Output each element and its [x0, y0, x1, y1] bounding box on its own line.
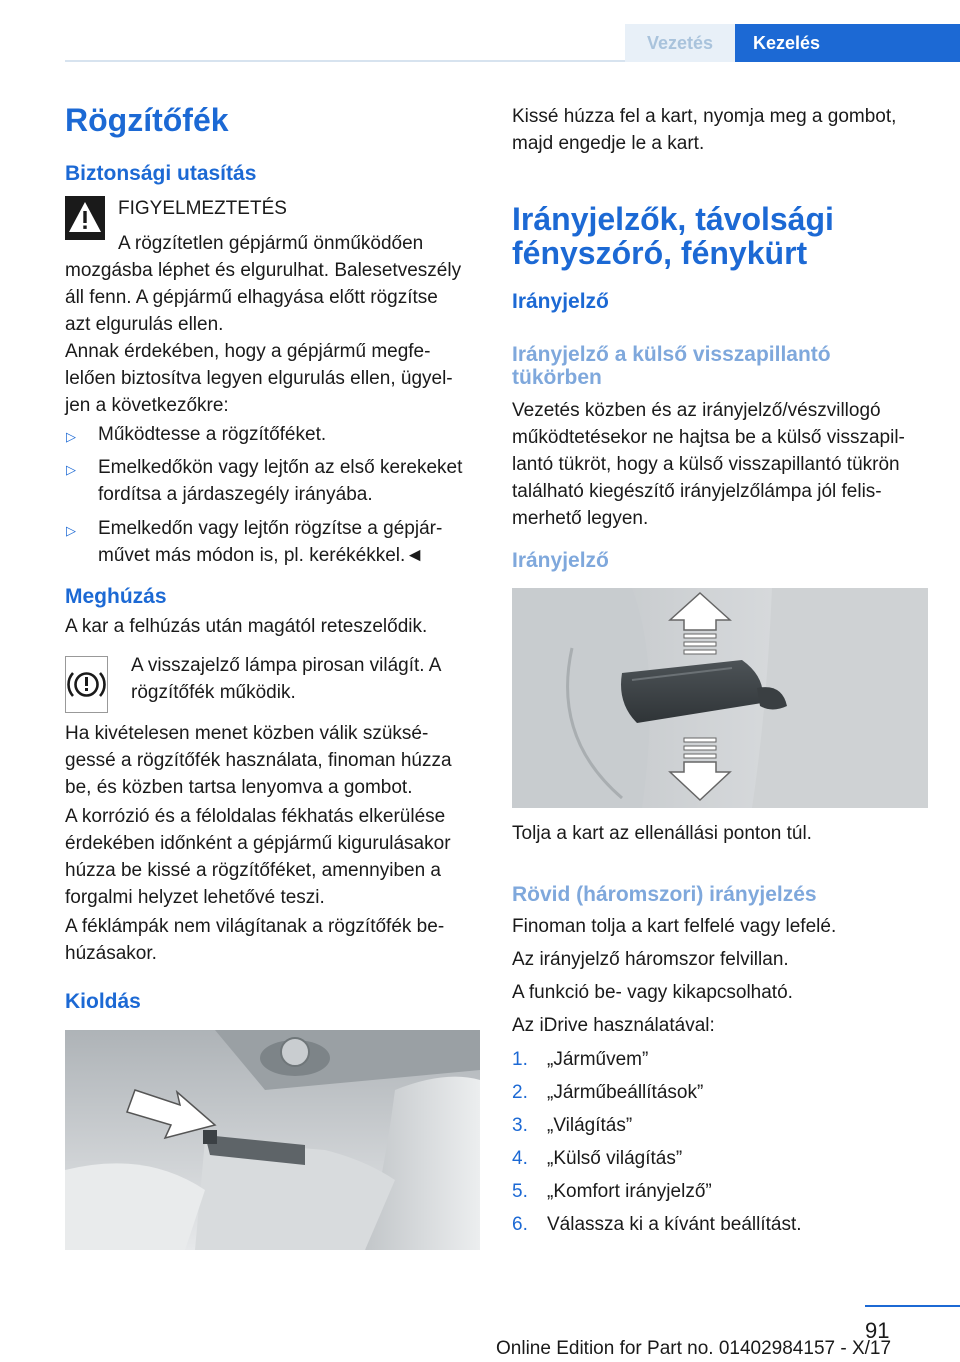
step-number: 3. [512, 1115, 528, 1136]
warning-label: FIGYELMEZTETÉS [118, 198, 287, 219]
bullet-item: Emelkedőkön vagy lejtőn az első kerekeket fordítsa a járdaszegély irányába. [98, 457, 463, 505]
warning-line: A rögzítetlen gépjármű önműködően [118, 233, 424, 254]
paragraph: Annak érdekében, hogy a gépjármű megfe‐ lelően biztosítva legyen elgurulás ellen, ügyel‐ jen a következőkre: [65, 341, 453, 416]
section-title-indicators: Irányjelzők, távolsági fényszóró, fénykürt [512, 201, 834, 271]
bullet-item: Emelkedőn vagy lejtőn rögzítse a gépjár‐ művet más módon is, pl. kerékékkel.◄ [98, 518, 443, 566]
step-number: 1. [512, 1049, 528, 1070]
bullet-item: Működtesse a rögzítőféket. [98, 424, 327, 445]
turn-signal-photo [512, 588, 928, 808]
step-item: „Járművem” [547, 1049, 649, 1070]
push-text: Tolja a kart az ellenállási ponton túl. [512, 823, 812, 844]
short-line: Az irányjelző háromszor felvillan. [512, 949, 789, 970]
warning-icon [65, 196, 105, 240]
mirror-heading: Irányjelző a külső visszapillantó tükörben [512, 343, 831, 389]
step-number: 4. [512, 1148, 528, 1169]
turn-signal-heading-2: Irányjelző [512, 549, 609, 572]
step-number: 2. [512, 1082, 528, 1103]
paragraph: A korrózió és a féloldalas fékhatás elkerülése érdekében időnként a gépjármű kigurulásakor húzza be kissé a rögzítőféket, amennyiben a forgalmi helyzet lehetővé teszi. [65, 806, 451, 908]
edition-footer: Online Edition for Part no. 01402984157 - X/17 [496, 1338, 892, 1359]
release-heading: Kioldás [65, 990, 141, 1013]
section-title-parking-brake: Rögzítőfék [65, 102, 229, 138]
step-number: 6. [512, 1214, 528, 1235]
parking-brake-icon [65, 656, 108, 713]
step-item: „Külső világítás” [547, 1148, 683, 1169]
bullet-triangle-icon: ▷ [66, 462, 76, 477]
short-line: Az iDrive használatával: [512, 1015, 715, 1036]
release-text: Kissé húzza fel a kart, nyomja meg a gombot, majd engedje le a kart. [512, 106, 897, 154]
step-item: Válassza ki a kívánt beállítást. [547, 1214, 802, 1235]
step-item: „Komfort irányjelző” [547, 1181, 712, 1202]
short-signal-heading: Rövid (háromszori) irányjelzés [512, 883, 817, 906]
paragraph: Ha kivételesen menet közben válik szüksé‐ gessé a rögzítőfék használata, finoman húzza be, és közben tartsa lenyomva a gombot. [65, 723, 452, 798]
safety-heading: Biztonsági utasítás [65, 162, 257, 185]
pull-heading: Meghúzás [65, 585, 167, 608]
tab-vezetes[interactable]: Vezetés [625, 24, 735, 62]
footer-rule [865, 1305, 960, 1307]
step-number: 5. [512, 1181, 528, 1202]
bullet-triangle-icon: ▷ [66, 429, 76, 444]
mirror-text: Vezetés közben és az irányjelző/vészvillogó működtetésekor ne hajtsa be a külső visszapil‐ lantó tükröt, hogy a külső visszapillantó tükrön található kiegészítő irányjelzőlámpa jól felis‐ merhető legyen. [512, 400, 905, 529]
bullet-triangle-icon: ▷ [66, 523, 76, 538]
parking-brake-photo [65, 1030, 480, 1250]
turn-signal-heading: Irányjelző [512, 290, 609, 313]
short-line: Finoman tolja a kart felfelé vagy lefelé. [512, 916, 837, 937]
pull-text: A kar a felhúzás után magától reteszelődik. [65, 616, 428, 637]
short-line: A funkció be- vagy kikapcsolható. [512, 982, 793, 1003]
page-number: 91 [865, 1318, 890, 1343]
lamp-text: A visszajelző lámpa pirosan világít. A rögzítőfék működik. [131, 655, 442, 703]
paragraph: A féklámpák nem világítanak a rögzítőfék be‐ húzásakor. [65, 916, 445, 964]
tab-kezeles[interactable]: Kezelés [735, 24, 960, 62]
step-item: „Járműbeállítások” [547, 1082, 704, 1103]
step-item: „Világítás” [547, 1115, 633, 1136]
warning-text: mozgásba léphet és elgurulhat. Balesetveszély áll fenn. A gépjármű elhagyása előtt rögzítse azt elgurulás ellen. [65, 260, 462, 335]
